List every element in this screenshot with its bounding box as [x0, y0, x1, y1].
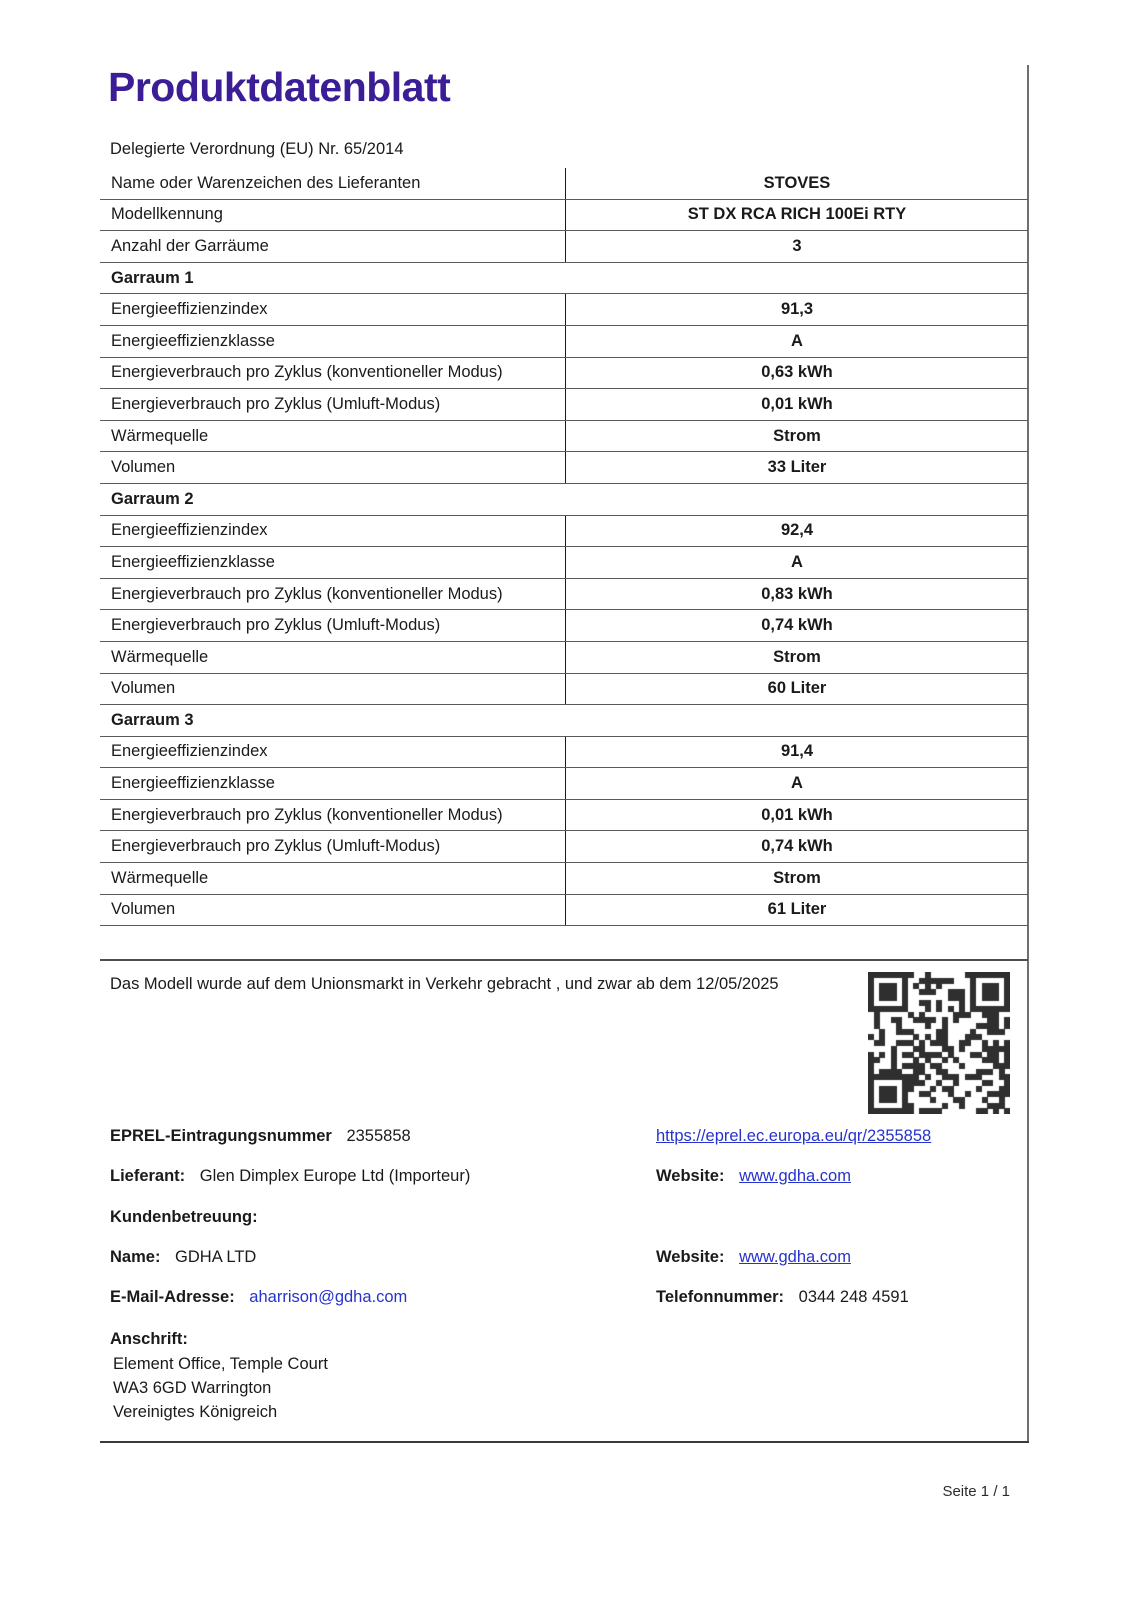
address-block [113, 1352, 328, 1424]
qr-code [868, 972, 1010, 1114]
table-row-value: A [565, 547, 1028, 578]
table-row-label: Volumen [111, 458, 176, 477]
table-row-value: 91,3 [565, 294, 1028, 325]
contact-name-row [110, 1248, 256, 1267]
table-row [100, 800, 1028, 832]
address-line: Vereinigtes Königreich [113, 1403, 278, 1421]
supplier-row [110, 1167, 470, 1186]
table-row-label: Energieeffizienzindex [111, 300, 268, 319]
table-row-label: Anzahl der Garräume [111, 236, 269, 255]
table-row [100, 768, 1028, 800]
table-row [100, 642, 1028, 674]
customer-care-label: Kundenbetreuung: [110, 1208, 258, 1226]
table-row-label: Energieverbrauch pro Zyklus (Umluft-Modus) [111, 837, 441, 856]
eprel-qr-link[interactable]: https://eprel.ec.europa.eu/qr/2355858 [656, 1127, 932, 1145]
address-label: Anschrift: [110, 1330, 188, 1348]
table-section-label: Garraum 1 [111, 268, 194, 287]
phone-value: 0344 248 4591 [798, 1288, 909, 1306]
table-row-value: 91,4 [565, 737, 1028, 768]
table-row [100, 168, 1028, 200]
table-row-label: Energieeffizienzklasse [111, 331, 275, 350]
table-row-label: Wärmequelle [111, 647, 209, 666]
email-row [110, 1288, 407, 1307]
website-link[interactable]: www.gdha.com [739, 1167, 851, 1185]
table-row [100, 579, 1028, 611]
table-row-value: 0,74 kWh [565, 610, 1028, 641]
product-table [100, 168, 1028, 926]
table-row-label: Energieverbrauch pro Zyklus (Umluft-Modus) [111, 394, 441, 413]
table-row-label: Volumen [111, 679, 176, 698]
table-row [100, 421, 1028, 453]
table-row-value: Strom [565, 863, 1028, 894]
table-row-label: Energieverbrauch pro Zyklus (konventioneller Modus) [111, 363, 503, 382]
table-row-value: A [565, 326, 1028, 357]
regulation-subtitle: Delegierte Verordnung (EU) Nr. 65/2014 [110, 140, 404, 158]
email-link[interactable]: aharrison@gdha.com [249, 1288, 408, 1306]
table-row [100, 863, 1028, 895]
table-section-row [100, 484, 1028, 516]
table-row-label: Energieeffizienzklasse [111, 552, 275, 571]
website-label-2: Website: [656, 1248, 725, 1266]
table-row-label: Energieverbrauch pro Zyklus (konventioneller Modus) [111, 805, 503, 824]
table-row-value: 60 Liter [565, 674, 1028, 705]
table-row-label: Volumen [111, 900, 176, 919]
page-bottom-border [100, 1441, 1029, 1443]
table-row-value: 3 [565, 231, 1028, 262]
website-link-2[interactable]: www.gdha.com [739, 1248, 851, 1266]
table-row [100, 326, 1028, 358]
eprel-number: 2355858 [346, 1127, 411, 1145]
website-row [656, 1167, 851, 1186]
table-row [100, 231, 1028, 263]
email-label: E-Mail-Adresse: [110, 1288, 235, 1306]
table-row-label: Name oder Warenzeichen des Lieferanten [111, 173, 421, 192]
table-row-label: Wärmequelle [111, 426, 209, 445]
phone-label: Telefonnummer: [656, 1288, 785, 1306]
website-row-2 [656, 1248, 851, 1267]
address-line: WA3 6GD Warrington [113, 1379, 272, 1397]
contact-name-label: Name: [110, 1248, 161, 1266]
table-row-value: 0,83 kWh [565, 579, 1028, 610]
table-row [100, 737, 1028, 769]
table-row [100, 516, 1028, 548]
supplier-value: Glen Dimplex Europe Ltd (Importeur) [199, 1167, 471, 1185]
table-row-label: Wärmequelle [111, 868, 209, 887]
table-row-value: 0,01 kWh [565, 389, 1028, 420]
table-row [100, 389, 1028, 421]
phone-row [656, 1288, 909, 1307]
market-statement: Das Modell wurde auf dem Unionsmarkt in Verkehr gebracht , und zwar ab dem 12/05/2025 [110, 975, 779, 993]
table-row [100, 452, 1028, 484]
table-row-label: Modellkennung [111, 205, 223, 224]
table-row [100, 831, 1028, 863]
table-row-value: 0,63 kWh [565, 358, 1028, 389]
table-row-label: Energieverbrauch pro Zyklus (Umluft-Modus) [111, 616, 441, 635]
table-row-value: Strom [565, 642, 1028, 673]
table-row-label: Energieeffizienzindex [111, 521, 268, 540]
table-row-value: ST DX RCA RICH 100Ei RTY [565, 200, 1028, 231]
section-separator-line [100, 959, 1028, 961]
table-section-label: Garraum 2 [111, 489, 194, 508]
table-section-row [100, 705, 1028, 737]
table-row [100, 610, 1028, 642]
page-number: Seite 1 / 1 [942, 1483, 1010, 1500]
table-row-value: 0,01 kWh [565, 800, 1028, 831]
table-row [100, 547, 1028, 579]
table-row-label: Energieverbrauch pro Zyklus (konventioneller Modus) [111, 584, 503, 603]
table-row [100, 674, 1028, 706]
table-row-label: Energieeffizienzindex [111, 742, 268, 761]
table-row-value: 61 Liter [565, 895, 1028, 926]
address-heading [110, 1330, 198, 1349]
table-row-value: A [565, 768, 1028, 799]
table-row [100, 358, 1028, 390]
page-title: Produktdatenblatt [108, 64, 451, 110]
contact-name-value: GDHA LTD [175, 1248, 257, 1266]
table-row-value: Strom [565, 421, 1028, 452]
table-row [100, 895, 1028, 927]
eprel-row [110, 1127, 411, 1146]
address-line: Element Office, Temple Court [113, 1355, 328, 1373]
eprel-label: EPREL-Eintragungsnummer [110, 1127, 332, 1145]
table-section-label: Garraum 3 [111, 710, 194, 729]
table-row-value: 0,74 kWh [565, 831, 1028, 862]
table-row [100, 200, 1028, 232]
customer-care-heading [110, 1208, 268, 1227]
eprel-link-row [656, 1127, 931, 1146]
supplier-label: Lieferant: [110, 1167, 186, 1185]
table-row-value: 33 Liter [565, 452, 1028, 483]
table-row [100, 294, 1028, 326]
table-row-value: 92,4 [565, 516, 1028, 547]
website-label: Website: [656, 1167, 725, 1185]
table-section-row [100, 263, 1028, 295]
table-row-value: STOVES [565, 168, 1028, 199]
table-row-label: Energieeffizienzklasse [111, 774, 275, 793]
